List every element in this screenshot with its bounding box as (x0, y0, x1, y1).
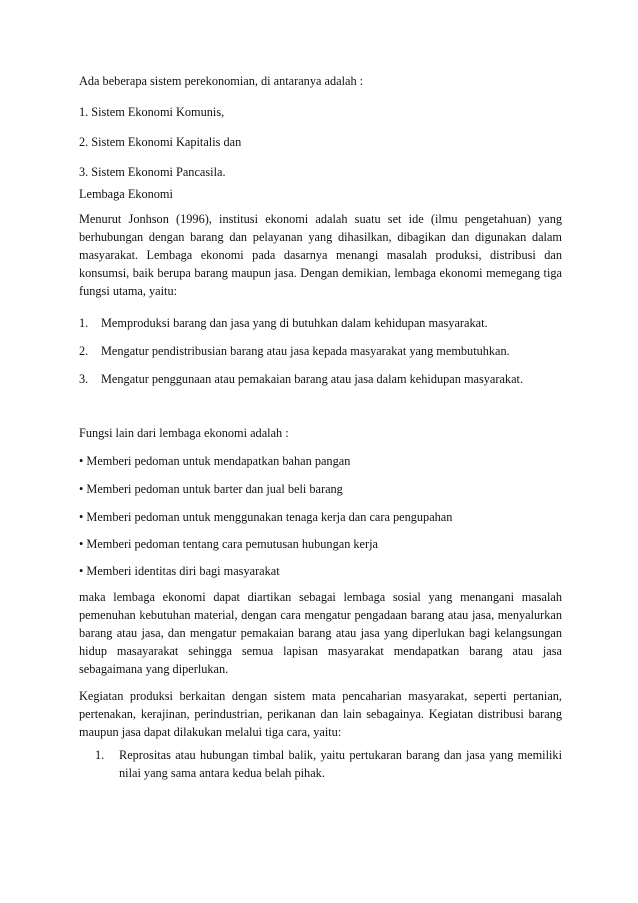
function-number-3: 3. (79, 372, 89, 386)
maka-paragraph: maka lembaga ekonomi dapat diartikan sebagai lembaga sosial yang menangani masalah pemenuhan kebutuhan material, dengan cara mengatur pengadaan barang atau jasa, menyalurkan barang atau jasa, dan mengatur pemakaian barang atau jasa yang diperlukan bagi kelangsungan hidup masayarakat sehingga semua lapisan masyarakat mendapatkan barang atau jasa sebagaimana yang diperlukan. (79, 590, 562, 676)
function-text-2: Mengatur pendistribusian barang atau jasa kepada masyarakat yang membutuhkan. (101, 344, 510, 358)
bullet-item-3: • Memberi pedoman untuk menggunakan tenaga kerja dan cara pengupahan (79, 510, 453, 524)
distribution-text-1: Reprositas atau hubungan timbal balik, yaitu pertukaran barang dan jasa yang memiliki nilai yang sama antara kedua belah pihak. (119, 748, 562, 780)
intro-text: Ada beberapa sistem perekonomian, di antaranya adalah : (79, 74, 364, 88)
function-text-3: Mengatur penggunaan atau pemakaian barang atau jasa dalam kehidupan masyarakat. (101, 372, 524, 386)
bullet-item-1: • Memberi pedoman untuk mendapatkan bahan pangan (79, 454, 351, 468)
distribution-number-1: 1. (95, 748, 105, 762)
system-item-2: 2. Sistem Ekonomi Kapitalis dan (79, 135, 242, 149)
bullet-item-5: • Memberi identitas diri bagi masyarakat (79, 564, 280, 578)
section-heading: Lembaga Ekonomi (79, 187, 173, 201)
bullet-item-4: • Memberi pedoman tentang cara pemutusan hubungan kerja (79, 537, 378, 551)
function-number-1: 1. (79, 316, 89, 330)
definition-paragraph: Menurut Jonhson (1996), institusi ekonomi adalah suatu set ide (ilmu pengetahuan) yang berhubungan dengan barang dan pelayanan yang dihasilkan, dibagikan dan digunakan dalam masyarakat. Lembaga ekonomi pada dasarnya menangi masalah produksi, distribusi dan konsumsi, baik berupa barang maupun jasa. Dengan demikian, lembaga ekonomi memegang tiga fungsi utama, yaitu: (79, 212, 562, 298)
kegiatan-paragraph: Kegiatan produksi berkaitan dengan sistem mata pencaharian masyarakat, seperti pertanian, pertenakan, kerajinan, perindustrian, perikanan dan lain sebagainya. Kegiatan distribusi barang maupun jasa dapat dilakukan melalui tiga cara, yaitu: (79, 689, 562, 739)
function-number-2: 2. (79, 344, 89, 358)
bullet-item-2: • Memberi pedoman untuk barter dan jual beli barang (79, 482, 343, 496)
function-text-1: Memproduksi barang dan jasa yang di butuhkan dalam kehidupan masyarakat. (101, 316, 488, 330)
system-item-3: 3. Sistem Ekonomi Pancasila. (79, 165, 226, 179)
system-item-1: 1. Sistem Ekonomi Komunis, (79, 105, 225, 119)
other-functions-heading: Fungsi lain dari lembaga ekonomi adalah : (79, 426, 289, 440)
